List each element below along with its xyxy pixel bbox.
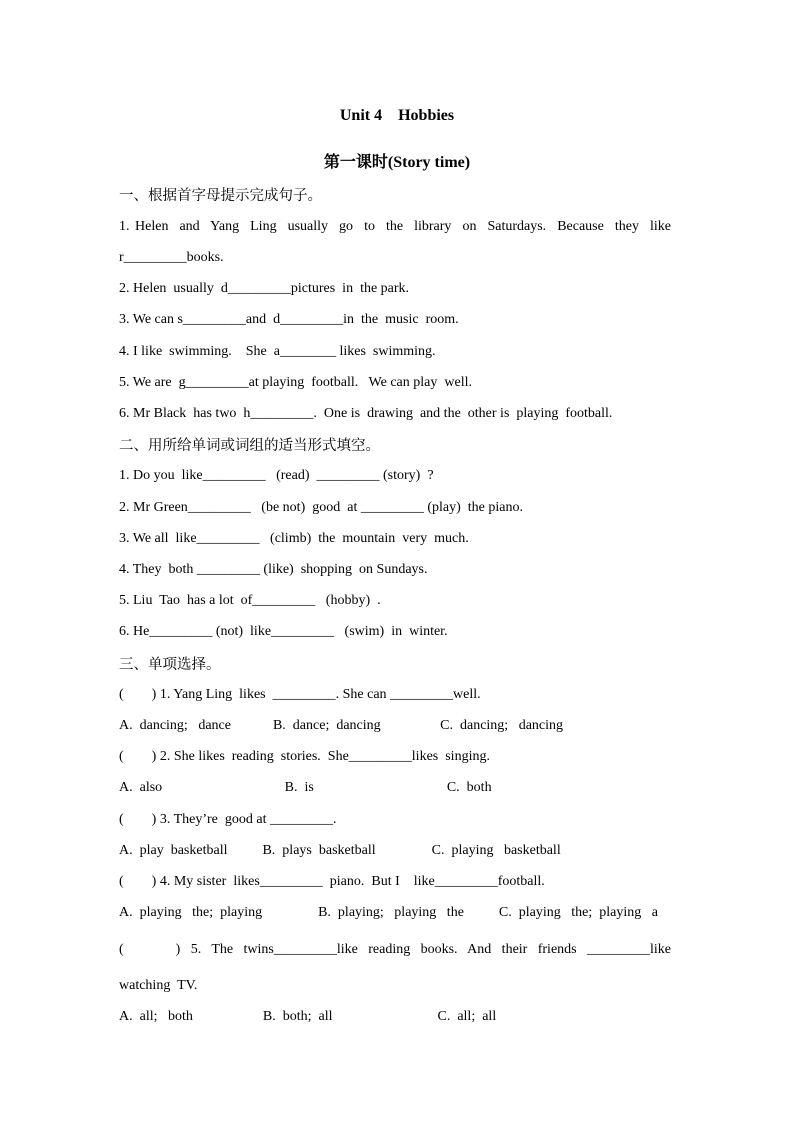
section-1-line: 2. Helen usually d_________pictures in the park.: [119, 281, 410, 296]
section-2-line: 6. He_________ (not) like_________ (swim) in winter.: [119, 624, 448, 639]
section-1-line: r_________books.: [119, 250, 224, 265]
question-2-options: A. also B. is C. both: [119, 780, 492, 795]
question-5-options: A. all; both B. both; all C. all; all: [119, 1009, 497, 1024]
question-5: ( ) 5. The twins_________like reading books. And their friends _________like: [119, 942, 671, 957]
question-2: ( ) 2. She likes reading stories. She_________likes singing.: [119, 749, 490, 764]
section-2-line: 5. Liu Tao has a lot of_________ (hobby) .: [119, 593, 381, 608]
section-2-heading: 二、用所给单词或词组的适当形式填空。: [119, 438, 380, 454]
question-4-options: A. playing the; playing B. playing; playing the C. playing the; playing a: [119, 905, 658, 920]
question-3: ( ) 3. They’re good at _________.: [119, 812, 337, 827]
section-1-line: 4. I like swimming. She a________ likes swimming.: [119, 344, 436, 359]
question-3-options: A. play basketball B. plays basketball C. playing basketball: [119, 843, 561, 858]
section-1-line: 3. We can s_________and d_________in the music room.: [119, 312, 459, 327]
section-2-line: 3. We all like_________ (climb) the mountain very much.: [119, 531, 469, 546]
question-1-options: A. dancing; dance B. dance; dancing C. dancing; dancing: [119, 718, 564, 733]
section-2-line: 1. Do you like_________ (read) _________ (story) ?: [119, 468, 434, 483]
question-1: ( ) 1. Yang Ling likes _________. She can _________well.: [119, 687, 481, 702]
section-1-line: 5. We are g_________at playing football. We can play well.: [119, 375, 472, 390]
section-1-line: 1. Helen and Yang Ling usually go to the library on Saturdays. Because they like: [119, 219, 671, 234]
question-5-continued: watching TV.: [119, 978, 198, 993]
section-3-heading: 三、单项选择。: [119, 657, 221, 673]
question-4: ( ) 4. My sister likes_________ piano. But I like_________football.: [119, 874, 545, 889]
section-1-line: 6. Mr Black has two h_________. One is drawing and the other is playing football.: [119, 406, 613, 421]
section-1-heading: 一、根据首字母提示完成句子。: [119, 188, 322, 204]
section-2-line: 4. They both _________ (like) shopping on Sundays.: [119, 562, 428, 577]
unit-title: Unit 4 Hobbies: [339, 107, 455, 124]
lesson-title: 第一课时(Story time): [323, 154, 471, 171]
section-2-line: 2. Mr Green_________ (be not) good at _________ (play) the piano.: [119, 500, 523, 515]
